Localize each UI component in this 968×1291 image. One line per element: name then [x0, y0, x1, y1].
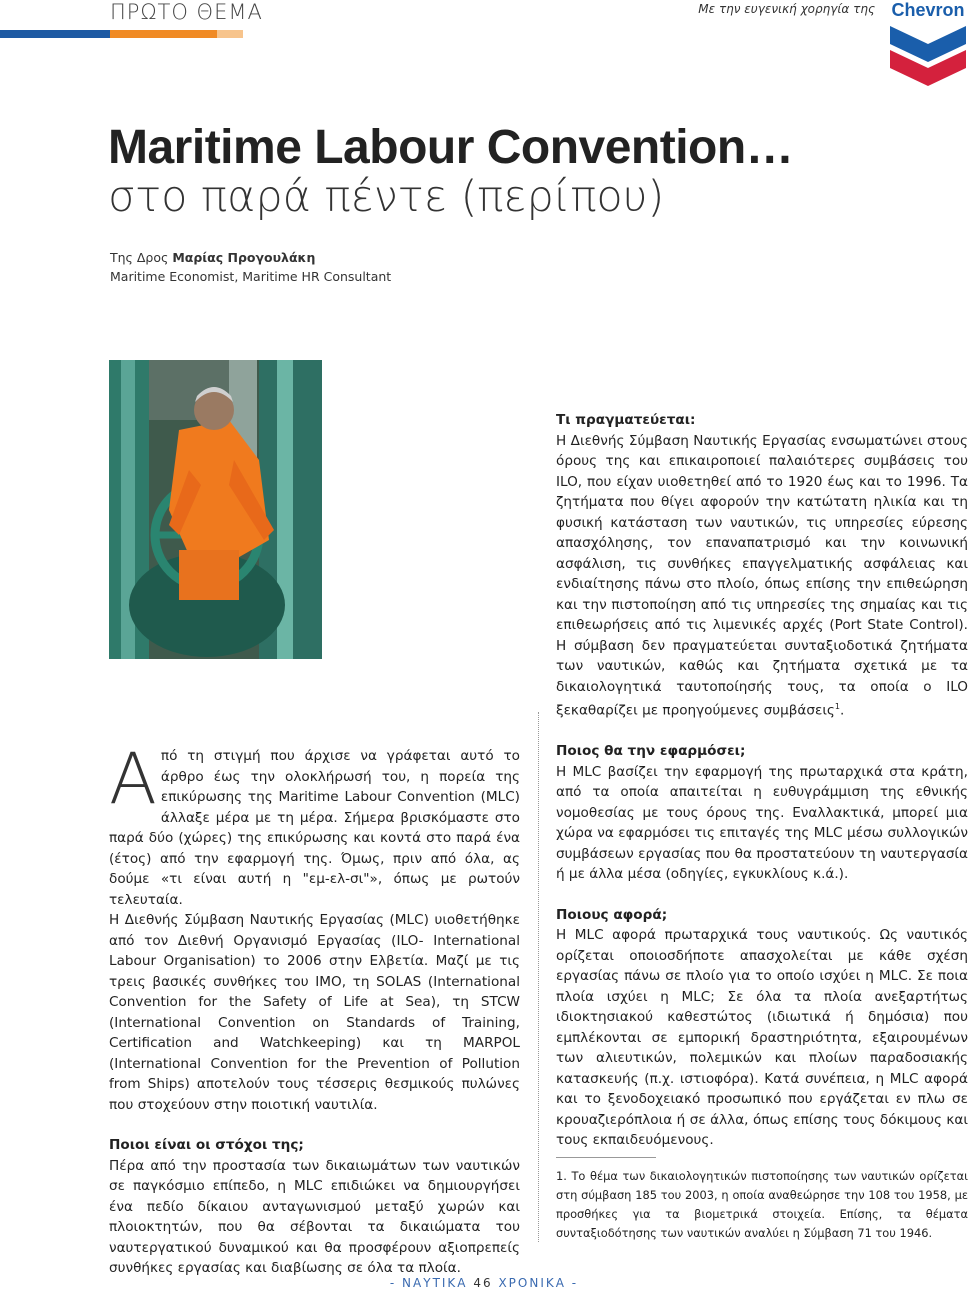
- heading-goals: Ποιοι είναι οι στόχοι της;: [109, 1137, 304, 1153]
- header-accent-bar-blue: [0, 30, 110, 38]
- author-name: Μαρίας Προγουλάκη: [172, 250, 316, 265]
- chevron-logo: [888, 0, 968, 90]
- author-role: Maritime Economist, Maritime HR Consultant: [110, 269, 392, 284]
- author-prefix: Της Δρος: [110, 250, 169, 265]
- article-photo-seafarer: [109, 360, 322, 659]
- article-subtitle: στο παρά πέντε (περίπου): [108, 172, 665, 222]
- section-label: ΠΡΩΤΟ ΘΕΜΑ: [110, 0, 263, 24]
- sponsor-text: Με την ευγενική χορηγία της: [698, 2, 875, 16]
- footnote: 1. Το θέμα των δικαιολογητικών πιστοποίησης των ναυτικών ορίζεται στη σύμβαση 185 του 2003, η οποία αναθεώρησε την 108 του 1958, με προσθήκες για τα βιομετρικά στοιχεία. Επίσης, τα θέματα συνταξιοδότησης των ναυτικών αναλύει η Σύμβαση 71 του 1946.: [556, 1169, 968, 1240]
- header-accent-bar-orange: [110, 30, 217, 38]
- heading-implementation: Ποιος θα την εφαρμόσει;: [556, 743, 746, 760]
- heading-who-affected: Ποιους αφορά;: [556, 906, 668, 923]
- page-number: 46: [473, 1276, 493, 1290]
- header-accent-bar-light: [217, 30, 243, 38]
- chevron-logo-text: Chevron: [891, 0, 965, 20]
- paragraph-scope-end: .: [840, 702, 845, 719]
- column-divider: [538, 712, 539, 1242]
- paragraph-scope-text: Η Διεθνής Σύμβαση Ναυτικής Εργασίας ενσωματώνει στους όρους της και επικαιροποιεί παλαιότερες συμβάσεις του ILO, που είχαν υιοθετηθεί από το 1920 έως και το 1996. Τα ζητήματα που θίγει αφορούν την κατώτατη ηλικία και τη φυσική κατάσταση των ναυτικών, τις υπηρεσίες εύρεσης απασχόλησης, τον επαναπατρισμό και την κοινωνική ασφάλιση, τις συνθήκες επαγγελματικής ασφάλειας και ενδιαίτησης πάνω στο πλοίο, όπως επίσης την επιθεώρηση και την πιστοποίηση από τις υπηρεσίες της σημαίας και τις επιθεωρήσεις από τις λιμενικές αρχές (Port State Control). Η σύμβαση δεν πραγματεύεται συνταξιοδοτικά ζητήματα των ναυτικών, καθώς και ζητήματα σχετικά με τα δικαιολογητικά ταυτοποίησής τους, τα οποία ο ILO ξεκαθαρίζει με προηγούμενες συμβάσεις: [556, 432, 968, 719]
- dropcap: Α: [109, 738, 157, 820]
- footer-dash-right: -: [571, 1276, 579, 1290]
- footnote-ref: 1: [834, 702, 840, 711]
- paragraph-goals: Πέρα από την προστασία των δικαιωμάτων των ναυτικών σε παγκόσμιο επίπεδο, η MLC επιδιώκει να δημιουργήσει ένα πεδίο δίκαιου ανταγωνισμού μεταξύ χωρών και πλοιοκτητών, που θα σέβονται τα δικαιώματα του ναυτεργατικού δυναμικού και θα προσφέρουν αξιοπρεπείς συνθήκες εργασίας και διαβίωσης σε όλα τα πλοία.: [109, 1157, 520, 1276]
- left-column: [109, 738, 520, 1279]
- paragraph-mlc-adoption: Η Διεθνής Σύμβαση Ναυτικής Εργασίας (MLC) υιοθετήθηκε από τον Διεθνή Οργανισμό Εργασίας (ILO- International Labour Organisation) το 2006 στην Ελβετία. Μαζί με τις τρεις βασικές συνθήκες του IMO, τη SOLAS (International Convention for the Safety of Life at Sea), τη STCW (International Convention on Standards of Training, Certification and Watchkeeping) και τη MARPOL (International Convention for the Prevention of Pollution from Ships) αποτελούν τους τέσσερις θεσμικούς πυλώνες που στοχεύουν στην ποιοτική ναυτιλία.: [109, 912, 520, 1113]
- article-title: Maritime Labour Convention…: [108, 121, 794, 174]
- page-footer: [0, 1276, 968, 1290]
- paragraph-implementation: Η MLC βασίζει την εφαρμογή της πρωταρχικά στα κράτη, από τα οποία απαιτείται η ευθυγράμμιση της εθνικής νομοθεσίας με τους όρους της. Εναλλακτικά, μπορεί μια χώρα να εφαρμόσει τις επιταγές της MLC μέσω συλλογικών συμβάσεων εργασίας που θα προστατεύουν τη ναυτεργασία ή με άλλα μέσα (οδηγίες, εγκυκλίους κ.ά.).: [556, 763, 968, 883]
- footer-left: ΝΑΥΤΙΚΑ: [402, 1276, 468, 1290]
- intro-text: πό τη στιγμή που άρχισε να γράφεται αυτό το άρθρο έως την ολοκλήρωσή του, η πορεία της επικύρωσης της Maritime Labour Convention (MLC) άλλαξε μέρα με τη μέρα. Σήμερα βρισκόμαστε στο παρά δύο (χώρες) της επικύρωσης και κοντά στο παρά ένα (έτος) από την εφαρμογή της. Όμως, πριν από όλα, ας δούμε «τι είναι αυτή η "εμ-ελ-σι"», όπως με ρωτούν τελευταία.: [109, 748, 520, 908]
- footnote-divider: [556, 1157, 656, 1158]
- paragraph-who-affected: Η MLC αφορά πρωταρχικά τους ναυτικούς. Ως ναυτικός ορίζεται οποιοσδήποτε απασχολείται με κάθε σχέση εργασίας πάνω σε πλοίο για το οποίο ισχύει η MLC. Σε ποια πλοία ισχύει η MLC; Σε όλα τα πλοία ανεξαρτήτως ιδιοκτησιακού καθεστώτος (ιδιωτικά ή δημόσια) που εμπλέκονται σε εμπορική δραστηριότητα, εξαιρουμένων των αλιευτικών, πολεμικών και πλοίων παραδοσιακής κατασκευής (π.χ. ιστιοφόρα). Κατά συνέπεια, η MLC αφορά και το ξενοδοχειακό προσωπικό που εργάζεται εν πλω σε κρουαζιερόπλοια ή σε άλλα, όπως επίσης τους δόκιμους και τους εκπαιδευόμενους.: [556, 927, 968, 1149]
- right-column: [556, 410, 968, 1151]
- footer-right: ΧΡΟΝΙΚΑ: [498, 1276, 566, 1290]
- author-line: [110, 250, 315, 265]
- intro-paragraph: [109, 738, 520, 910]
- paragraph-scope: [556, 431, 968, 722]
- heading-scope: Τι πραγματεύεται:: [556, 412, 696, 428]
- footer-dash-left: -: [389, 1276, 397, 1290]
